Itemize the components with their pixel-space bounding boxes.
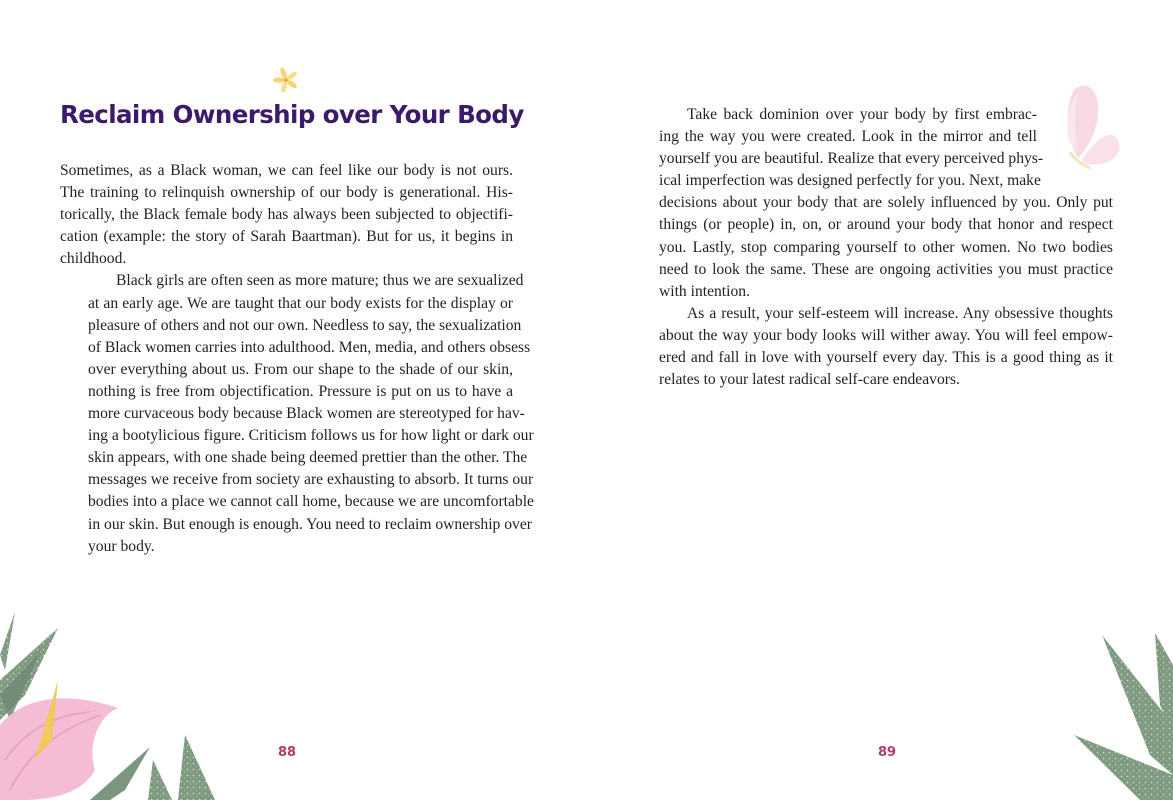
text-line: in our skin. But enough is enough. You need to reclaim ownership over <box>88 515 532 533</box>
text-line: you. Lastly, stop comparing yourself to other women. No two bodies <box>659 238 1113 256</box>
anthurium-leaves-illustration <box>0 600 230 800</box>
text-line: Black girls are often seen as more mature; thus we are sexualized <box>116 272 524 290</box>
text-line: yourself you are beautiful. Realize that every perceived phys- <box>659 150 1044 168</box>
text-line: skin appears, with one shade being deemed prettier than the other. The <box>88 449 528 467</box>
text-line: things (or people) in, on, or around your body that honor and respect <box>659 216 1113 234</box>
left-page-body <box>60 160 534 558</box>
flower-icon <box>272 66 300 94</box>
text-line: need to look the same. These are ongoing activities you must practice <box>659 260 1113 278</box>
text-line: As a result, your self-esteem will increase. Any obsessive thoughts <box>687 304 1113 322</box>
page-title: Reclaim Ownership over Your Body <box>60 100 524 129</box>
text-line: bodies into a place we cannot call home, because we are uncomfortable <box>88 493 534 511</box>
text-line: over everything about us. From our shape to the shade of our skin, <box>88 360 513 378</box>
page-number: 89 <box>878 745 897 760</box>
text-line: ing the way you were created. Look in the mirror and tell <box>659 128 1037 146</box>
paragraph <box>60 270 534 557</box>
text-line: Sometimes, as a Black woman, we can feel like our body is not ours. <box>60 162 513 179</box>
text-line: your body. <box>88 537 155 555</box>
text-line: cation (example: the story of Sarah Baartman). But for us, it begins in <box>60 228 513 246</box>
text-line: childhood. <box>60 250 127 268</box>
right-page <box>586 0 1173 800</box>
right-page-body <box>659 104 1113 391</box>
page-number: 88 <box>278 745 297 760</box>
text-line: nothing is free from objectification. Pressure is put on us to have a <box>88 382 513 400</box>
left-page <box>0 0 586 800</box>
text-line: at an early age. We are taught that our body exists for the display or <box>88 294 513 312</box>
butterfly-illustration <box>1056 78 1126 173</box>
text-line: with intention. <box>659 282 750 300</box>
text-line: messages we receive from society are exhausting to absorb. It turns our <box>88 471 534 489</box>
text-line: decisions about your body that are solely influenced by you. Only put <box>659 194 1113 212</box>
text-line: Take back dominion over your body by first embrac- <box>687 106 1037 123</box>
aloe-leaves-illustration <box>1060 625 1173 800</box>
text-line: about the way your body looks will wither away. You will feel empow- <box>659 326 1113 344</box>
text-line: The training to relinquish ownership of our body is generational. His- <box>60 184 513 202</box>
text-line: ing a bootylicious figure. Criticism follows us for how light or dark our <box>88 427 534 445</box>
text-line: ered and fall in love with yourself every day. This is a good thing as it <box>659 349 1113 367</box>
paragraph <box>659 303 1113 391</box>
text-line: relates to your latest radical self-care endeavors. <box>659 371 960 389</box>
text-line: pleasure of others and not our own. Needless to say, the sexualization <box>88 316 522 334</box>
text-line: torically, the Black female body has always been subjected to objectifi- <box>60 206 513 224</box>
text-line: ical imperfection was designed perfectly for you. Next, make <box>659 172 1041 190</box>
text-line: of Black women carries into adulthood. Men, media, and others obsess <box>88 338 531 356</box>
paragraph <box>659 104 1113 303</box>
paragraph <box>60 160 513 270</box>
text-line: more curvaceous body because Black women are stereotyped for hav- <box>88 405 525 423</box>
